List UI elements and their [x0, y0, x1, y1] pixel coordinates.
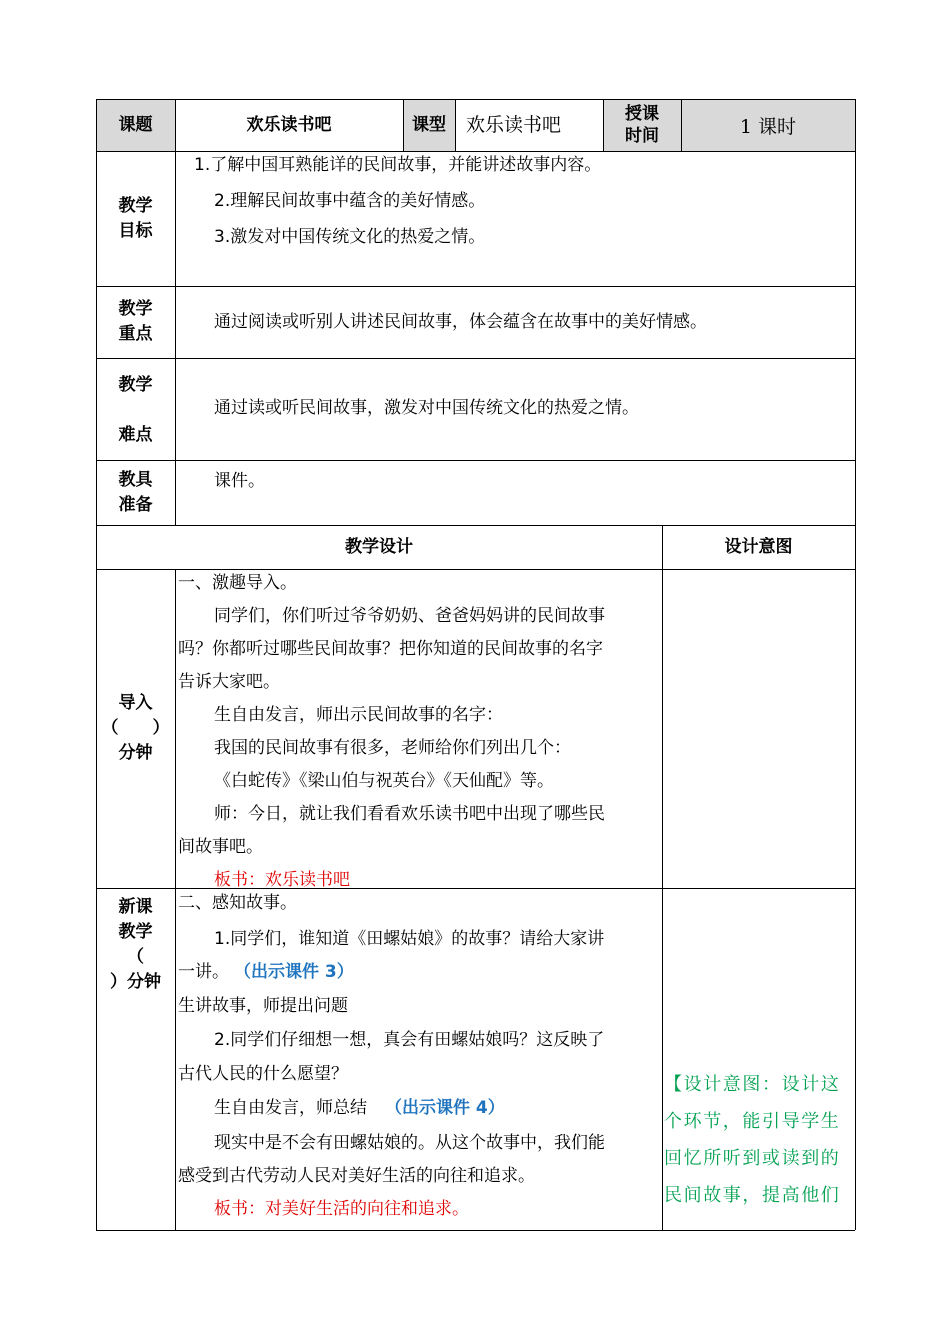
design-intent-header: 设计意图 [724, 536, 793, 557]
intro-paragraph: 间故事吧。 [178, 837, 263, 857]
design-intent-text: 民间故事，提高他们 [664, 1185, 841, 1206]
goal-item: 3.激发对中国传统文化的热爱之情。 [214, 227, 486, 247]
intro-paragraph: 同学们，你们听过爷爷奶奶、爸爸妈妈讲的民间故事 [214, 606, 605, 626]
goal-item: 2.理解民间故事中蕴含的美好情感。 [214, 191, 486, 211]
difficulties-text: 通过读或听民间故事，激发对中国传统文化的热爱之情。 [214, 398, 639, 418]
story-titles: 《白蛇传》《梁山伯与祝英台》《天仙配》等。 [214, 771, 554, 791]
lesson-type-value: 欢乐读书吧 [466, 114, 562, 136]
summary-text: 现实中是不会有田螺姑娘的。从这个故事中，我们能 [214, 1133, 605, 1153]
difficulties-label-line2: 难点 [118, 425, 153, 445]
goals-label: 教学 目标 [118, 195, 153, 241]
topic-label: 课题 [118, 114, 153, 135]
courseware-hint: （出示课件 3） [234, 962, 354, 982]
question: 2.同学们仔细想一想，真会有田螺姑娘吗？这反映了 [214, 1030, 605, 1050]
class-time-label: 授课 时间 [625, 104, 659, 146]
lesson-plan-table [96, 99, 855, 1230]
new-lesson-label: 新课 教学 （ ）分钟 [110, 897, 161, 992]
courseware-hint: （出示课件 4） [385, 1098, 505, 1118]
design-intent-text: 【设计意图：设计这 [664, 1074, 841, 1095]
topic-value: 欢乐读书吧 [246, 114, 332, 135]
goal-item: 1.了解中国耳熟能详的民间故事，并能讲述故事内容。 [194, 155, 602, 175]
intro-paragraph: 我国的民间故事有很多，老师给你们列出几个： [214, 738, 571, 758]
student-activity: 生讲故事，师提出问题 [178, 996, 348, 1016]
question: 古代人民的什么愿望？ [178, 1064, 348, 1084]
intro-paragraph: 生自由发言，师出示民间故事的名字： [214, 705, 503, 725]
key-points-label: 教学 重点 [118, 299, 153, 344]
key-points-text: 通过阅读或听别人讲述民间故事，体会蕴含在故事中的美好情感。 [214, 312, 707, 332]
intro-paragraph: 师：今日，就让我们看看欢乐读书吧中出现了哪些民 [214, 804, 605, 824]
question: 1.同学们，谁知道《田螺姑娘》的故事？请给大家讲 [214, 929, 605, 949]
design-intent-text: 回忆所听到或读到的 [664, 1148, 841, 1169]
lesson-type-label: 课型 [412, 114, 446, 135]
intro-paragraph: 吗？你都听过哪些民间故事？把你知道的民间故事的名字 [178, 639, 603, 659]
new-lesson-heading: 二、感知故事。 [178, 893, 297, 913]
intro-label: 导入 （ ） 分钟 [101, 693, 170, 763]
difficulties-label-line1: 教学 [118, 375, 153, 395]
tools-label: 教具 准备 [118, 469, 153, 515]
student-activity: 生自由发言，师总结 [214, 1098, 367, 1118]
summary-text: 感受到古代劳动人民对美好生活的向往和追求。 [178, 1166, 535, 1186]
intro-board-note: 板书：欢乐读书吧 [214, 870, 350, 890]
question: 一讲。 [178, 962, 229, 982]
class-time-value: 1 课时 [739, 115, 797, 138]
intro-paragraph: 告诉大家吧。 [178, 672, 280, 692]
design-intent-text: 个环节，能引导学生 [664, 1111, 841, 1132]
tools-text: 课件。 [214, 471, 265, 491]
teaching-design-header: 教学设计 [345, 536, 413, 557]
intro-heading: 一、激趣导入。 [178, 573, 297, 593]
new-lesson-board-note: 板书：对美好生活的向往和追求。 [214, 1199, 469, 1219]
